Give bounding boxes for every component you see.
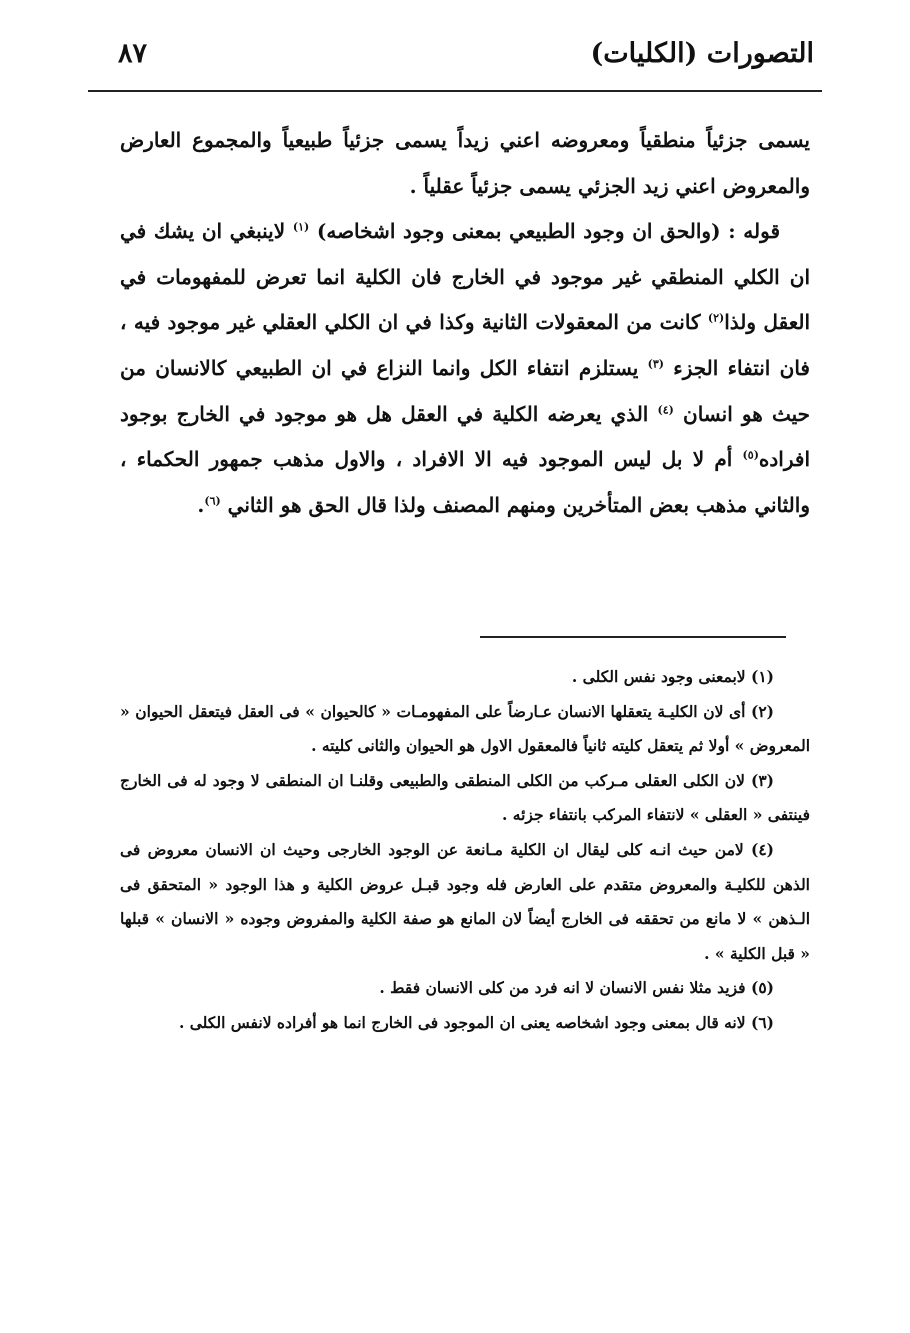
paragraph-commentary: [120, 209, 810, 528]
text-segment: يستلزم انتفاء الكل وانما النزاع في ان الطبيعي كالانسان من حيث هو انسان: [120, 355, 811, 426]
footnote-ref-3[interactable]: (٣): [647, 357, 665, 371]
header-divider: [88, 90, 822, 92]
footnote-ref-4[interactable]: (٤): [657, 402, 674, 416]
text-segment: أم لا بل ليس الموجود فيه الا الافراد ، والاول مذهب جمهور الحكماء ، والثاني مذهب بعض المتأخرين ومنهم المصنف ولذا قال الحق هو الثاني: [120, 447, 810, 517]
text-segment: كانت من المعقولات الثانية وكذا في ان الكلي العقلي غير موجود فيه ، فان انتفاء الجزء: [120, 310, 810, 380]
footnote-2: (٢) أى لان الكليـة يتعقلها الانسان عـارضاً على المفهومـات « كالحيوان » فى العقل فيتعقل الحيوان « المعروض » أولا ثم يتعقل كليته ثانياً فالمعقول الاول هو الحيوان والثانى كليته .: [120, 701, 810, 756]
footnotes: [120, 660, 810, 1041]
footnote-5: (٥) فزيد مثلا نفس الانسان لا انه فرد من كلى الانسان فقط .: [379, 978, 774, 998]
footnote-3: (٣) لان الكلى العقلى مـركب من الكلى المنطقى والطبيعى وقلنـا ان المنطقى لا وجود له فى الخارج فينتفى « العقلى » لانتفاء المركب بانتفاء جزئه .: [120, 770, 810, 825]
text-segment: قوله : (والحق ان وجود الطبيعي بمعنى وجود اشخاصه): [309, 219, 781, 244]
running-header-title: التصورات (الكليات): [590, 38, 814, 69]
paragraph-continuation: يسمى جزئياً منطقياً ومعروضه اعني زيداً يسمى جزئياً طبيعياً والمجموع العارض والمعروض اعني زيد الجزئي يسمى جزئياً عقلياً .: [120, 128, 810, 198]
footnote-6: (٦) لانه قال بمعنى وجود اشخاصه يعنى ان الموجود فى الخارج انما هو أفراده لانفس الكلى .: [178, 1012, 774, 1032]
main-text: [120, 118, 810, 528]
footnote-divider: [480, 636, 786, 638]
footnote-4: (٤) لامن حيث انـه كلى ليقال ان الكلية مـانعة عن الوجود الخارجى وحيث ان الانسان معروض فى الذهن للكليـة والمعروض متقدم على العارض فله وجود قبـل عروض الكلية و هذا الوجود « المتحقق فى الـذهن » لا مانع من تحققه فى الخارج أيضاً لان المانع هو صفة الكلية والمفروض وجوده « الانسان » قبلها « قبل الكلية » .: [120, 839, 810, 963]
text-segment: الذي يعرضه الكلية في العقل هل هو موجود في الخارج بوجود افراده: [120, 401, 810, 472]
footnote-ref-5[interactable]: (٥): [742, 448, 759, 462]
page-number: ٨٧: [118, 38, 148, 69]
footnote-ref-1[interactable]: (١): [292, 220, 310, 234]
text-segment: .: [197, 492, 205, 517]
text-segment: لاينبغي ان يشك في ان الكلي المنطقي غير موجود في الخارج فان الكلية انما تعرض للمفهومات في العقل ولذا: [120, 219, 810, 335]
footnote-ref-6[interactable]: (٦): [204, 494, 221, 508]
footnote-1: (١) لابمعنى وجود نفس الكلى .: [571, 667, 774, 686]
footnote-ref-2[interactable]: (٢): [707, 311, 725, 325]
